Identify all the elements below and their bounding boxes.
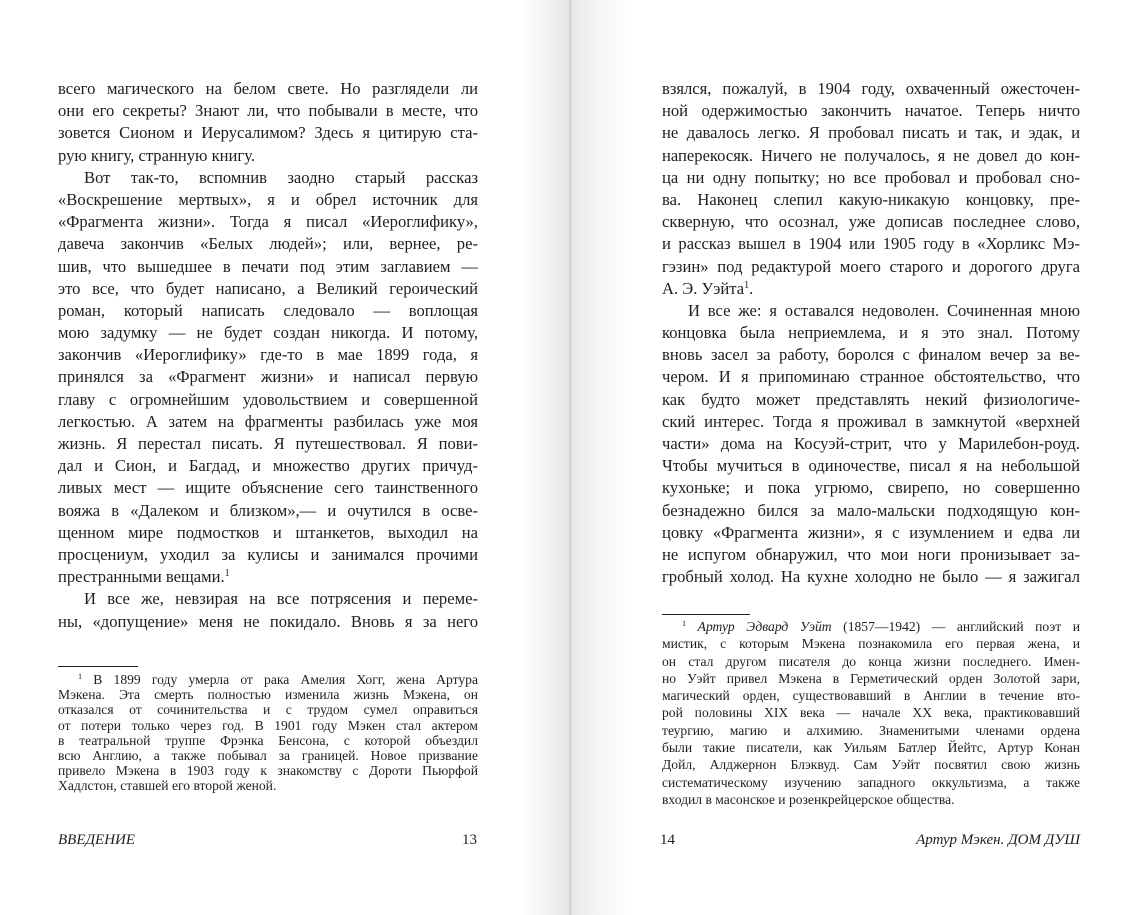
- footnote-line: в театральной труппе Фрэнка Бенсона, с которой объездил: [58, 732, 478, 748]
- footnote-text: (1857—1942) — английский поэт и: [831, 619, 1080, 634]
- page-number: 13: [462, 832, 477, 848]
- footnote-line: отказался от сочинительства и с трудом сумел оправиться: [58, 702, 478, 718]
- text-line: [58, 566, 478, 588]
- footnote-line: рой половины XIX века — начале XX века, практиковавший: [662, 705, 1080, 721]
- footnote-line: были такие писатели, как Уильям Батлер Йейтс, Артур Конан: [662, 740, 1080, 756]
- text-line: [662, 278, 1080, 300]
- text-line: Чтобы мучиться в одиночестве, писал я на небольшой: [662, 456, 1080, 476]
- footnote-marker: 1: [682, 619, 687, 629]
- text-line: гробный холод. На кухне холодно не было — я зажигал: [662, 567, 1080, 587]
- text-line: дал и Сион, и Багдад, и множество других причуд-: [58, 456, 478, 476]
- text-line: они его секреты? Знают ли, что побывали в месте, что: [58, 101, 478, 121]
- footnote-reference: 1: [224, 568, 230, 580]
- text-line: концовка была неприемлема, и я это знал. Потому: [662, 323, 1080, 343]
- page-number: 14: [660, 832, 675, 848]
- text-line: главу с огромнейшим удовольствием и совершенной: [58, 389, 478, 409]
- footnote-line: магический орден, существовавший в Англии в течение вто-: [662, 688, 1080, 704]
- paragraph: [58, 588, 478, 632]
- text-line: мою задумку — не будет создан никогда. И потому,: [58, 323, 478, 343]
- footnote-divider: [662, 614, 750, 615]
- footnote-line: всю Англию, а также побывал за границей. Новое призвание: [58, 747, 478, 763]
- footnote-line: [662, 618, 1080, 635]
- text-line: скверную, что осознал, уже дописав последнее слово,: [662, 212, 1080, 232]
- footnote-line: систематическому изучению западного оккультизма, а также: [662, 774, 1080, 790]
- text-line: цовку «Фрагмента жизни», я с изумлением и едва ли: [662, 522, 1080, 542]
- footnote-line: [58, 672, 478, 687]
- paragraph: [58, 78, 478, 167]
- text-line: ны, «допущение» меня не покидало. Вновь я за него: [58, 611, 478, 631]
- text-line: зовется Сионом и Иерусалимом? Здесь я цитирую ста-: [58, 123, 478, 143]
- footnote-reference: 1: [744, 279, 750, 291]
- paragraph: [662, 300, 1080, 588]
- footnote-line: но Уэйт привел Мэкена в Герметический орден Золотой зари,: [662, 670, 1080, 686]
- footnote-marker: 1: [78, 672, 83, 682]
- text-line: рую книгу, странную книгу.: [58, 145, 255, 165]
- text-line: «Воскрешение мертвых», я и обрел источник для: [58, 189, 478, 209]
- footnote-person-name: Артур Эдвард Уэйт: [697, 619, 832, 634]
- text-line: гэзин» под редактурой моего старого и дорогого друга: [662, 256, 1080, 276]
- text-line: просцениум, уходил за кулисы и занимался прочими: [58, 544, 478, 564]
- text-line: принялся за «Фрагмент жизни» и написал первую: [58, 367, 478, 387]
- text-line: и рассказ вышел в 1904 или 1905 году в «Хорликс Мэ-: [662, 234, 1080, 254]
- text-line: чером. И я припоминаю странное обстоятельство, что: [662, 367, 1080, 387]
- text-line: ва. Наконец слепил какую-никакую концовку, пре-: [662, 189, 1080, 209]
- left-page-footnote: [58, 672, 478, 794]
- text-line: шив, что вышедшее в печати под этим заглавием —: [58, 256, 478, 276]
- running-head: Артур Мэкен. ДОМ ДУШ: [916, 832, 1080, 848]
- left-page-body-text: [58, 78, 478, 633]
- left-page: [0, 0, 570, 915]
- text-line: «Фрагмента жизни». Тогда я писал «Иероглифику»,: [58, 212, 478, 232]
- text-line: взялся, пожалуй, в 1904 году, охваченный ожесточен-: [662, 79, 1080, 98]
- text-line-trailing: .: [749, 278, 754, 298]
- footnote-line: он стал другом писателя до конца жизни последнего. Имен-: [662, 653, 1080, 669]
- paragraph: [662, 78, 1080, 300]
- text-line: жизнь. Я перестал писать. Я путешествовал. Я пови-: [58, 434, 478, 453]
- right-page-footnote: [662, 618, 1080, 808]
- text-line: закончив «Иероглифику» где-то в мае 1899 года, я: [58, 345, 478, 365]
- text-line: ливых мест — ищите объяснение сего таинственного: [58, 478, 478, 498]
- text-line: вновь засел за работу, боролся с финалом вечер за ве-: [662, 345, 1080, 365]
- text-line: части» дома на Косуэй-стрит, что у Марилебон-роуд.: [662, 434, 1080, 453]
- right-page: [570, 0, 1142, 915]
- text-line: давеча закончив «Белых людей»; или, вернее, ре-: [58, 234, 478, 254]
- text-line: безнадежно бился за мало-мальски подходящую кон-: [662, 500, 1080, 520]
- footnote-line: Мэкена. Эта смерть полностью изменила жизнь Мэкена, он: [58, 687, 478, 703]
- paragraph: [58, 167, 478, 589]
- footnote-line: привело Мэкена в 1903 году к знакомству с Дороти Пьюрфой: [58, 763, 478, 779]
- text-line: Вот так-то, вспомнив заодно старый рассказ: [84, 167, 478, 187]
- text-line: кухоньке; и пока угрюмо, свирепо, но совершенно: [662, 478, 1080, 498]
- text-line: щенном мире подмостков и штанкетов, выходил на: [58, 522, 478, 542]
- text-line: наперекосяк. Ничего не получалось, я не довел до кон-: [662, 145, 1080, 165]
- text-line-content: престранными вещами.: [58, 567, 225, 587]
- text-line: не испугом обнаружил, что мои ноги пронизывает за-: [662, 544, 1080, 564]
- footnote-line: от потери только через год. В 1901 году Мэкен стал актером: [58, 717, 478, 733]
- footnote-line: входил в масонское и розенкрейцерское общества.: [662, 791, 955, 807]
- text-line: как будто может представлять некий физиологиче-: [662, 389, 1080, 409]
- text-line: роман, который написать следовало — воплощая: [58, 300, 478, 320]
- text-line-content: А. Э. Уэйта: [662, 278, 745, 298]
- text-line: не давалось легко. Я пробовал писать и так, и эдак, и: [662, 123, 1080, 143]
- footnote-line: Хадлстон, ставшей его второй женой.: [58, 778, 277, 794]
- text-line: это все, что будет написано, а Великий героический: [58, 278, 478, 298]
- footnote-divider: [58, 666, 138, 667]
- text-line: И все же, невзирая на все потрясения и переме-: [84, 589, 478, 609]
- footnote-line: мистик, с которым Мэкена познакомила его первая жена, и: [662, 636, 1080, 652]
- text-line: легкостью. А затем на фрагменты разбилась уже моя: [58, 411, 478, 431]
- footnote-line: Дойл, Алджернон Блэквуд. Сам Уэйт посвятил свою жизнь: [662, 757, 1080, 773]
- running-head: ВВЕДЕНИЕ: [58, 832, 136, 848]
- footnote-line: теургию, магию и алхимию. Знаменитыми членами ордена: [662, 722, 1080, 738]
- footnote-text: В 1899 году умерла от рака Амелия Хогг, жена Артура: [93, 672, 478, 687]
- text-line: И все же: я оставался недоволен. Сочиненная мною: [688, 300, 1080, 320]
- text-line: вояжа в «Далеком и близком»,— и очутился в осве-: [58, 500, 478, 520]
- text-line: ский интерес. Тогда я проживал в замкнутой «верхней: [662, 411, 1080, 431]
- text-line: ной одержимостью закончить начатое. Теперь ничто: [662, 101, 1080, 121]
- text-line: всего магического на белом свете. Но разглядели ли: [58, 79, 478, 98]
- text-line: ца ни одну попытку; но все пробовал и пробовал сно-: [662, 167, 1080, 187]
- right-page-body-text: [662, 78, 1080, 588]
